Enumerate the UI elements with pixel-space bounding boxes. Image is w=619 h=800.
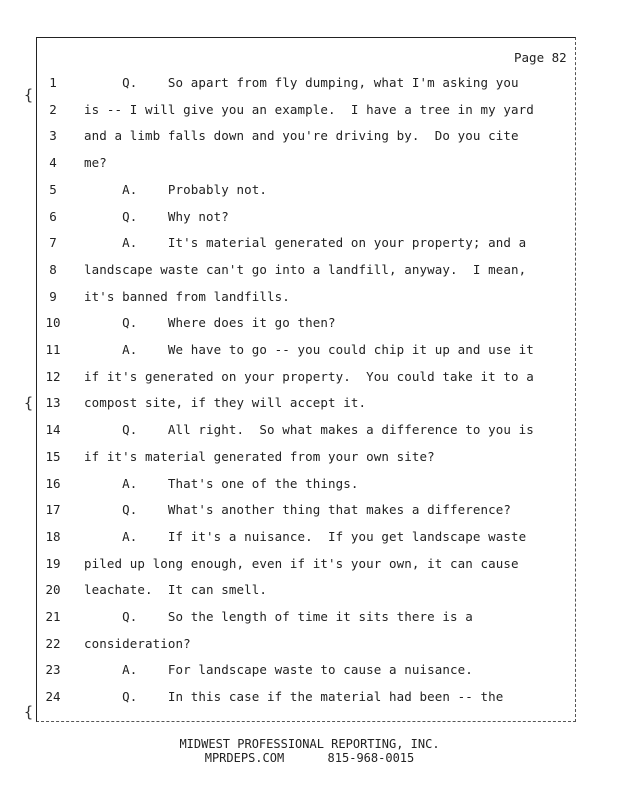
line-text: me?	[84, 155, 107, 171]
reporter-name: MIDWEST PROFESSIONAL REPORTING, INC.	[179, 737, 440, 751]
line-text: Q. Where does it go then?	[84, 315, 336, 331]
line-number: 21	[45, 609, 61, 624]
line-number: 9	[49, 288, 57, 304]
line-number: 22	[45, 635, 61, 651]
line-number: 20	[45, 582, 61, 598]
line-number: 7	[49, 235, 57, 251]
line-text: if it's material generated from your own site?	[84, 448, 435, 464]
transcript-line	[0, 128, 619, 148]
transcript-line	[0, 529, 619, 549]
line-number: 24	[45, 689, 61, 705]
transcript-line	[0, 262, 619, 282]
line-number: 14	[45, 422, 61, 438]
transcript-line	[0, 476, 619, 496]
line-text: Q. What's another thing that makes a difference?	[84, 502, 512, 518]
line-text: A. If it's a nuisance. If you get landscape waste	[84, 528, 527, 544]
line-text: consideration?	[84, 635, 191, 651]
line-text: it's banned from landfills.	[84, 288, 290, 304]
binding-mark-icon: {	[24, 703, 34, 721]
transcript-line	[0, 342, 619, 362]
transcript-line	[0, 369, 619, 389]
transcript-line	[0, 209, 619, 229]
transcript-line	[0, 449, 619, 469]
line-text: A. That's one of the things.	[84, 475, 359, 491]
line-text: Q. So the length of time it sits there is a	[84, 609, 473, 624]
line-number: 23	[45, 662, 61, 678]
transcript-line	[0, 422, 619, 442]
transcript-line	[0, 182, 619, 202]
line-number: 13	[45, 395, 61, 411]
line-text: is -- I will give you an example. I have a tree in my yard	[84, 101, 534, 117]
transcript-line	[0, 395, 619, 415]
line-text: Q. Why not?	[84, 208, 229, 224]
line-number: 11	[45, 342, 61, 357]
line-text: A. Probably not.	[84, 181, 268, 197]
line-number: 6	[49, 208, 57, 224]
line-number: 10	[45, 315, 61, 331]
transcript-line	[0, 662, 619, 682]
line-number: 19	[45, 555, 61, 571]
line-text: compost site, if they will accept it.	[84, 395, 367, 411]
transcript-line	[0, 289, 619, 309]
page-number-label: Page 82	[514, 50, 567, 65]
line-number: 2	[49, 101, 57, 117]
line-number: 16	[45, 475, 61, 491]
line-text: A. We have to go -- you could chip it up and use it	[84, 342, 534, 357]
line-text: leachate. It can smell.	[84, 582, 268, 598]
line-number: 3	[49, 128, 57, 144]
line-number: 15	[45, 448, 61, 464]
transcript-line	[0, 155, 619, 175]
transcript-line	[0, 315, 619, 335]
transcript-line	[0, 235, 619, 255]
line-number: 17	[45, 502, 61, 518]
transcript-line	[0, 636, 619, 656]
binding-mark-icon: {	[24, 394, 34, 412]
transcript-line	[0, 502, 619, 522]
line-number: 5	[49, 181, 57, 197]
binding-mark-icon: {	[24, 86, 34, 104]
transcript-line	[0, 609, 619, 629]
line-number: 18	[45, 528, 61, 544]
transcript-line	[0, 556, 619, 576]
line-text: if it's generated on your property. You could take it to a	[84, 368, 534, 384]
line-number: 4	[49, 155, 57, 171]
line-number: 1	[49, 75, 57, 90]
transcript-line	[0, 689, 619, 709]
line-text: Q. So apart from fly dumping, what I'm asking you	[84, 75, 519, 90]
reporter-contact: MPRDEPS.COM 815-968-0015	[204, 751, 415, 765]
transcript-line	[0, 102, 619, 122]
line-text: landscape waste can't go into a landfill, anyway. I mean,	[84, 261, 527, 277]
line-text: piled up long enough, even if it's your own, it can cause	[84, 555, 519, 571]
line-number: 8	[49, 261, 57, 277]
line-text: Q. All right. So what makes a difference to you is	[84, 422, 534, 438]
transcript-line	[0, 582, 619, 602]
line-text: and a limb falls down and you're driving by. Do you cite	[84, 128, 519, 144]
transcript-line	[0, 75, 619, 95]
line-text: Q. In this case if the material had been -- the	[84, 689, 504, 705]
line-text: A. For landscape waste to cause a nuisance.	[84, 662, 473, 678]
line-text: A. It's material generated on your property; and a	[84, 235, 527, 251]
line-number: 12	[45, 368, 61, 384]
